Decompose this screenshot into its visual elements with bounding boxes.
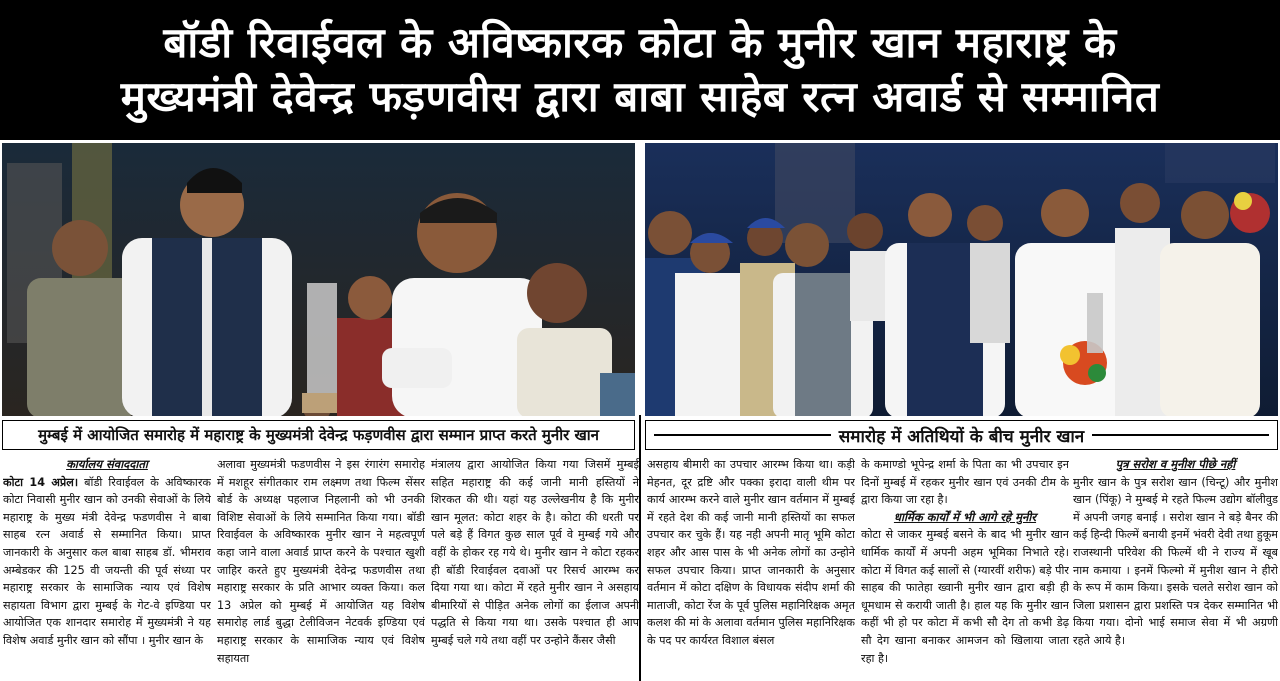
article-col1-body: [3, 474, 211, 650]
caption-left-text: मुम्बई में आयोजित समारोह में महाराष्ट्र के मुख्यमंत्री देवेन्द्र फड़णवीस द्वारा सम्मान प्राप्त करते मुनीर खान: [38, 426, 599, 444]
article-col4-text: असहाय बीमारी का उपचार आरम्भ किया था। कड़ी मेहनत, दूर द्रष्टि और पक्का इरादा वाली थीम पर कार्य आरम्भ करने वाले मुनीर खान वर्तमान में मुम्बई में रहते देश की कई जानी मानी हस्तियों का सफल उपचार कर चुके हैं। यह नही अपनी मातृ भूमि कोटा शहर और आस पास के भी अनेक लोगों का उन्होने सफल उपचार किया। प्राप्त जानकारी के अनुसार वर्तमान में कोटा दक्षिण के विधायक संदीप शर्मा की माताजी, कोटा रेंज के पूर्व पुलिस महानिरिक्षक अमृत कलश की मां के अलावा वर्तमान पुलिस महानिरिक्षक के पद पर कार्यरत विशाल बंसल: [647, 458, 855, 647]
photo-caption-right: [645, 420, 1278, 450]
article-column-5: [861, 456, 1069, 681]
photo-caption-left: [2, 420, 635, 450]
article-col5-text1: के कमाण्डो भूपेन्द्र शर्मा के पिता का भी उपचार इन दिनों मुम्बई में रहकर मुनीर खान एवं उनकी टीम के द्वारा किया जा रहा है।: [861, 458, 1069, 507]
article-col6-text: मुनीर खान के पुत्र सरोश खान (चिन्टू) और मुनीश खान (पिंकू) ने मुम्बई मे रहते फिल्म उद्योग बॉलीवुड में अपनी जगह बनाई । सरोश खान ने बड़े बैनर की कई हिन्दी फिल्में बनायी इनमें भंवरी देवी तथा हुकूम राजस्थानी परिवेश की फिल्में थी ने राज्य में खूब नाम कमाया । इनमें फिल्मो में मुनीश खान ने हीरो के रूप में काम किया। इसके चलते सरोश खान को जिला प्रशासन द्वारा प्रशस्ति पत्र देकर सम्मानित भी किया गया। दोनो भाई समाज सेवा में भी अग्रणी रहते आये है।: [1073, 475, 1278, 647]
caption-right-text: समारोह में अतिथियों के बीच मुनीर खान: [838, 426, 1085, 447]
photo-award-presentation: [2, 143, 635, 416]
article-col5-text2: कोटा से जाकर मुम्बई बसने के बाद भी मुनीर खान धार्मिक कार्यों में अपनी अहम भूमिका निभाते रहे। कोटा में विगत कई सालों से (ग्यारवीं शरीफ) बड़े पीर साहब की फातेहा ख्वानी मुनीर खान द्वारा बड़ी ही धूमधाम से करायी जाती है। हाल यह कि मुनीर खान कहीं भी हो पर कोटा में कभी सौ देग तो कभी डेढ़ सौ देग खाना बनाकर आमजन को खिलाया जाता रहा है।: [861, 528, 1069, 665]
article-column-4: [647, 456, 855, 681]
article-subhead-religious: धार्मिक कार्यों में भी आगे रहे मुनीर: [893, 509, 1037, 524]
article-column-1: [3, 456, 211, 681]
caption-rule-right: [1092, 434, 1269, 436]
article-col2-text: अलावा मुख्यमंत्री फडणवीस ने इस रंगारंग समारोह में मशहूर संगीतकार राम लक्ष्मण तथा फिल्म सेंसर बोर्ड के अध्यक्ष पहलाज निहलानी को भी उनकी विशिष्ट सेवाओं के लिये सम्मानित किया गया। बॉडी रिवाईवल के अविष्कारक मुनीर खान ने महत्वपूर्ण कहा जाने वाला अवार्ड प्राप्त करने के पश्चात खुशी जाहिर करते हुए मुख्यमंत्री देवेन्द्र फडणवीस तथा महाराष्ट्र सरकार के प्रति आभार व्यक्त किया। कल 13 अप्रेल को मुम्बई में आयोजित यह विशेष समारोह लार्ड बुद्धा टेलीविजन नेटवर्क इण्डिया एवं महाराष्ट्र सरकार के सामाजिक न्याय एवं विशेष सहायता: [217, 458, 425, 665]
article-subhead-sons: पुत्र सरोश व मुनीश पीछे नहीं: [1115, 457, 1236, 471]
article-col3-text: मंत्रालय द्वारा आयोजित किया गया जिसमें मुम्बई सहित महाराष्ट्र की कई जानी मानी हस्तियों ने शिरकत की थी। यहां यह उल्लेखनीय है कि मुनीर खान मूलत: कोटा शहर के है। कोटा की धरती पर पले बड़े हैं विगत कुछ साल पूर्व वे मुम्बई गये और वहीं के होकर रह गये थे। मुनीर खान ने कोटा रहकर ही बॉडी रिवाईवल दवाओं पर रिसर्च आरम्भ कर दिया गया था। कोटा में रहते मुनीर खान ने असहाय बीमारियों से पीड़ित अनेक लोगों का ईलाज अपनी पद्धति से किया गया था। उसके पश्चात ही आप मुम्बई चले गये तथा वहीं पर उन्होने कैंसर जैसी: [431, 458, 639, 647]
article-dateline: कार्यालय संवाददाता: [66, 457, 148, 471]
headline-line-2: मुख्यमंत्री देवेन्द्र फड़णवीस द्वारा बाबा साहेब रत्न अवार्ड से सम्मानित: [120, 72, 1160, 121]
article-city: कोटा 14 अप्रेल।: [3, 475, 79, 489]
photo-guests-group: [645, 143, 1278, 416]
headline-banner: [0, 0, 1280, 140]
column-divider: [639, 415, 641, 681]
article-col1-text: बॉडी रिवाईवल के अविष्कारक कोटा निवासी मुनीर खान को उनकी सेवाओं के लिये महाराष्ट्र के मुख्य मंत्री देवेन्द्र फडणवीस ने बाबा साहब रत्न अवार्ड से सम्मानित किया। प्राप्त जानकारी के अनुसार कल बाबा साहब डॉ. भीमराव अम्बेडकर की 125 वी जयन्ती की पूर्व संध्या पर महाराष्ट्र सरकार के सामाजिक न्याय एवं विशेष सहायता विभाग द्वारा मुम्बई के गेट-वे इण्डिया पर आयोजित एक शानदार समारोह में मुख्यमंत्री ने यह विशेष अवार्ड मुनीर खान को सौंपा । मुनीर खान के: [3, 475, 211, 647]
caption-rule-left: [654, 434, 831, 436]
article-column-6: [1073, 456, 1278, 681]
article-column-2: [217, 456, 425, 681]
article-column-3: [431, 456, 639, 681]
headline-line-1: बॉडी रिवाईवल के अविष्कारक कोटा के मुनीर खान महाराष्ट्र के: [163, 18, 1117, 67]
